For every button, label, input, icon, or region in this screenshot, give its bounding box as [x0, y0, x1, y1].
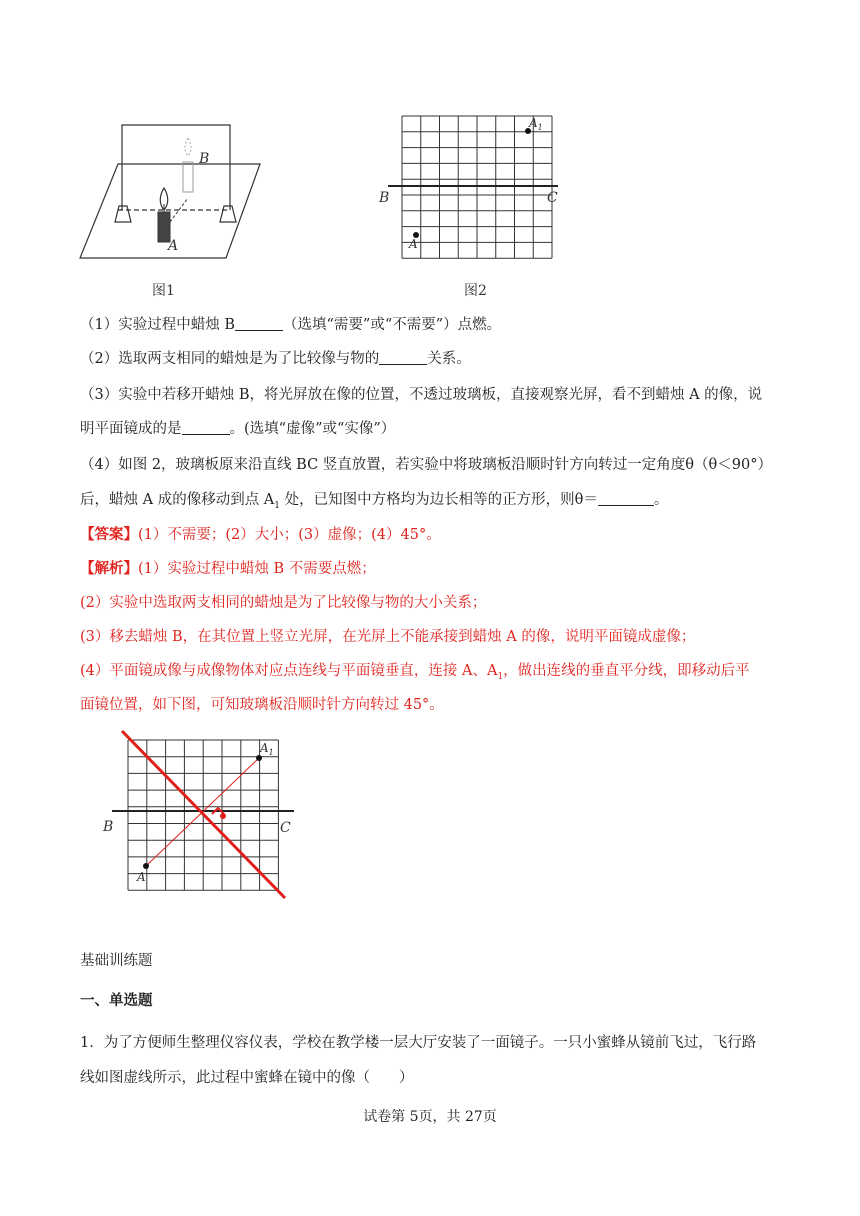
q1-blank [235, 316, 283, 331]
fig2-label-c: C [547, 190, 558, 206]
analysis-text-4b: ，做出连线的垂直平分线，即移动后平 [503, 663, 750, 679]
q1-text-a: （1）实验过程中蜡烛 B [80, 317, 235, 333]
question-4-line-1: （4）如图 2，玻璃板原来沿直线 BC 竖直放置，若实验中将玻璃板沿顺时针方向转过一定角度θ（θ＜90°） [80, 457, 772, 473]
next-question-line-2: 线如图虚线所示，此过程中蜜蜂在镜中的像（ ） [80, 1070, 414, 1086]
analysis-line-4 [80, 660, 750, 688]
analysis-text-1: (1）实验过程中蜡烛 B 不需要点燃； [138, 561, 376, 577]
analysis-text-4a: (4）平面镜成像与成像物体对应点连线与平面镜垂直，连接 A、A [80, 663, 498, 679]
fig3-label-c: C [280, 820, 291, 836]
section-heading: 一、单选题 [80, 992, 153, 1009]
fig3-label-b: B [103, 819, 114, 835]
q1-text-b: （选填“需要”或“不需要”）点燃。 [283, 317, 502, 333]
fig1-label-a: A [168, 238, 179, 254]
figure-1-diagram [78, 118, 268, 263]
q2-text-a: （2）选取两支相同的蜡烛是为了比较像与物的 [80, 351, 380, 367]
figure-2-grid [375, 110, 575, 260]
fig2-label-b: B [379, 190, 390, 206]
training-title: 基础训练题 [80, 953, 153, 969]
question-4-line-2 [80, 489, 668, 517]
fig3-label-a: A [137, 870, 146, 884]
question-3-line-2 [80, 418, 395, 440]
question-2-line [80, 348, 471, 370]
analysis-label: 【解析】 [80, 560, 138, 577]
fig3-label-a1: $A_1$ [260, 741, 274, 757]
analysis-line-1 [80, 558, 376, 580]
next-question-line-1: 1．为了方便师生整理仪容仪表，学校在教学楼一层大厅安装了一面镜子。一只小蜜蜂从镜前飞过，飞行路 [80, 1035, 757, 1051]
q4-blank [598, 491, 654, 506]
analysis-line-3: (3）移去蜡烛 B，在其位置上竖立光屏，在光屏上不能承接到蜡烛 A 的像，说明平面镜成虚像； [80, 629, 696, 645]
answer-label: 【答案】 [80, 526, 138, 543]
analysis-line-5: 面镜位置，如下图，可知玻璃板沿顺时针方向转过 45°。 [80, 697, 444, 713]
q4-text-c: 。 [653, 492, 669, 508]
q4-subscript: 1 [274, 500, 281, 511]
figure-2-caption: 图2 [464, 283, 487, 299]
analysis-line-2: (2）实验中选取两支相同的蜡烛是为了比较像与物的大小关系； [80, 595, 487, 611]
fig1-label-b: B [199, 151, 210, 167]
q2-blank [379, 350, 427, 365]
answer-line [80, 524, 441, 546]
answer-text: (1）不需要；(2）大小；(3）虚像；(4）45°。 [138, 527, 441, 543]
question-1-line [80, 314, 501, 336]
q2-text-b: 关系。 [427, 351, 471, 367]
q3-text-b: 。(选填“虚像”或“实像”） [229, 421, 396, 437]
analysis-subscript: 1 [497, 671, 504, 682]
question-3-line-1: （3）实验中若移开蜡烛 B，将光屏放在像的位置，不透过玻璃板，直接观察光屏，看不到蜡烛 A 的像，说 [80, 387, 763, 403]
fig2-label-a1: $A_1$ [529, 116, 543, 132]
q3-blank [182, 420, 230, 435]
q4-text-b: 处，已知图中方格均为边长相等的正方形，则θ＝ [280, 492, 598, 508]
q4-text-a: 后，蜡烛 A 成的像移动到点 A [80, 492, 275, 508]
q3-text-a: 明平面镜成的是 [80, 421, 182, 437]
page-footer: 试卷第 5页，共 27页 [363, 1109, 497, 1125]
figure-1-caption: 图1 [152, 283, 175, 299]
solution-diagram [100, 728, 300, 908]
fig2-label-a: A [409, 237, 418, 251]
